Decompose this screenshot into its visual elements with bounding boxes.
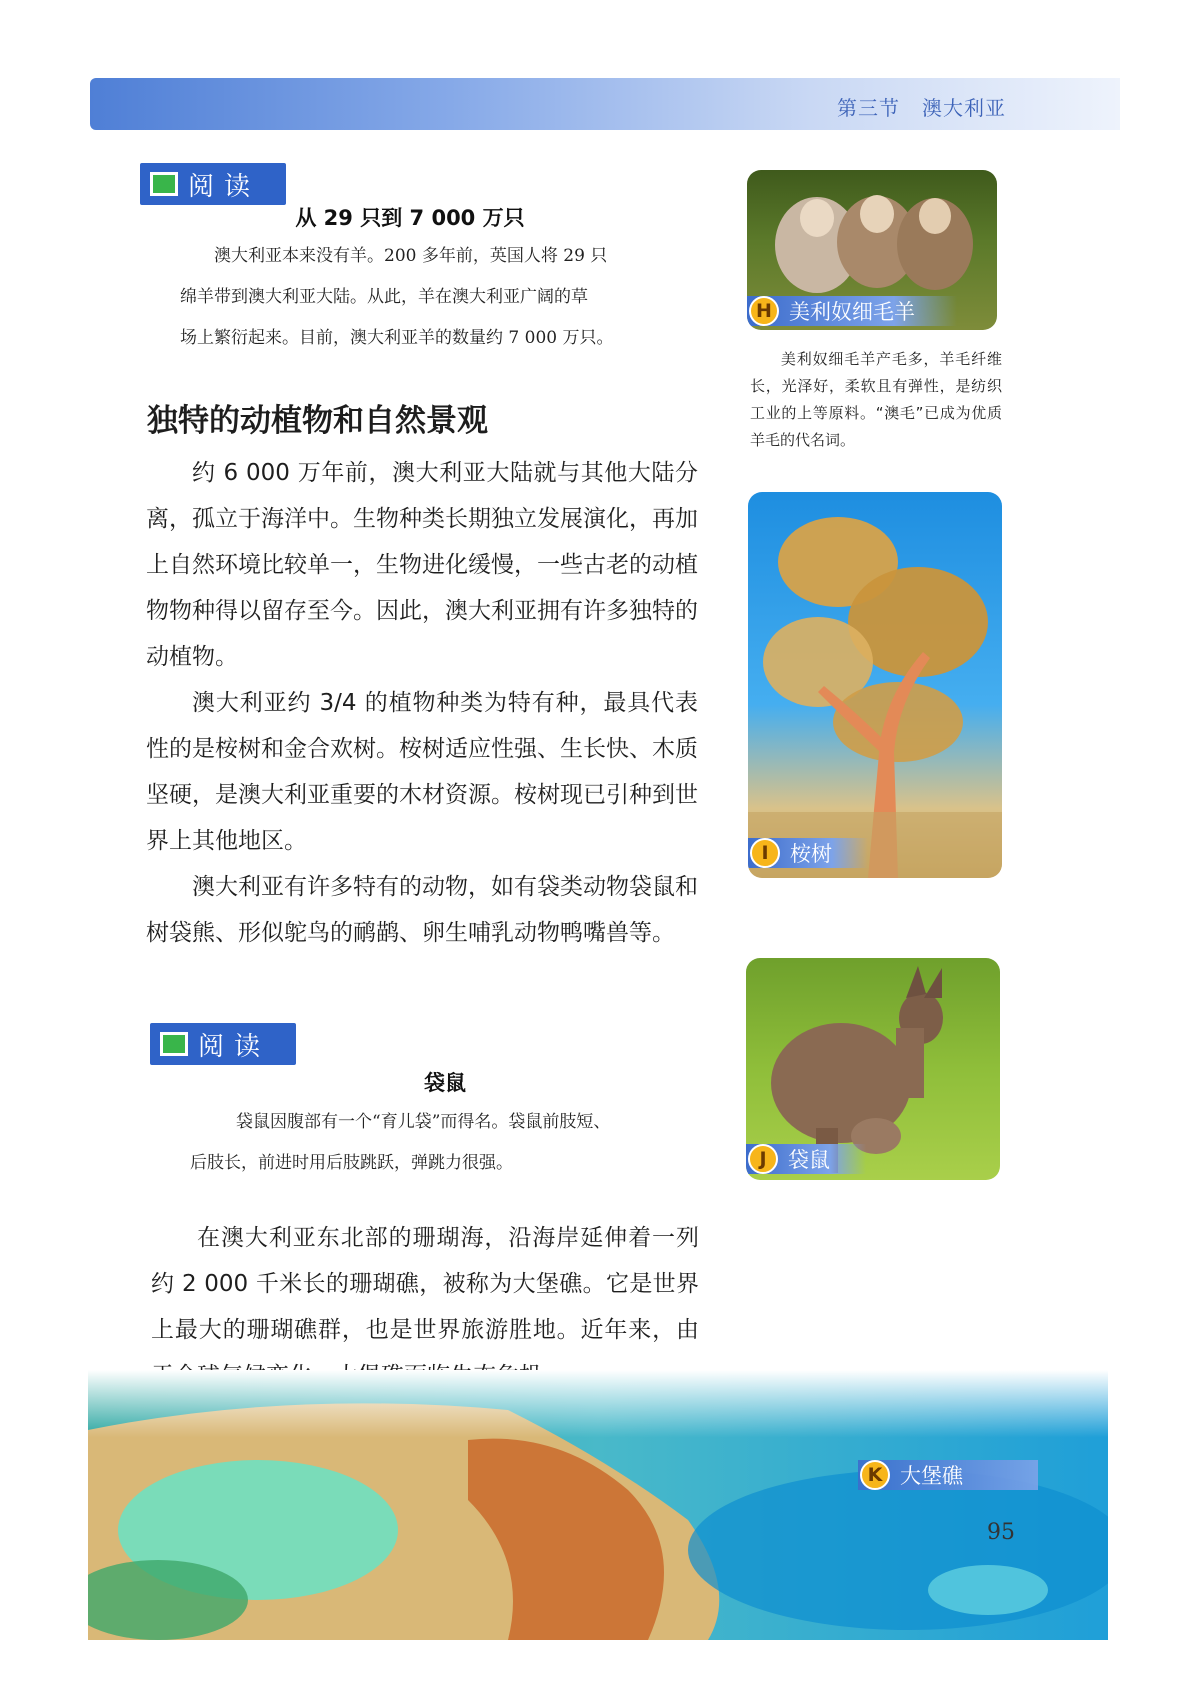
reading-title: 从 29 只到 7 000 万只 [295, 206, 525, 230]
eucalyptus-illustration [748, 492, 1002, 878]
sheep-caption [750, 346, 1002, 454]
figure-label: 大堡礁 [900, 1464, 963, 1488]
reading-body [180, 236, 680, 359]
paragraph: 在澳大利亚东北部的珊瑚海，沿海岸延伸着一列约 2 000 千米长的珊瑚礁，被称为大堡礁。它是世界上最大的珊瑚礁群，也是世界旅游胜地。近年来，由 [151, 1225, 699, 1343]
figure-letter: H [749, 296, 779, 326]
figure-label: 美利奴细毛羊 [789, 300, 915, 324]
kangaroo-photo [746, 958, 1000, 1180]
reading-body [190, 1102, 710, 1184]
reading-line: 袋鼠因腹部有一个“育儿袋”而得名。袋鼠前肢短、 [236, 1112, 611, 1132]
paragraph: 澳大利亚有许多特有的动物，如有袋类动物袋鼠和树袋熊、形似鸵鸟的鸸鹋、卵生哺乳动物鸭嘴兽等。 [146, 874, 698, 946]
header-title: 澳大利亚 [922, 96, 1006, 120]
eucalyptus-photo [748, 492, 1002, 878]
figure-letter: J [748, 1144, 778, 1174]
figure-caption-I [748, 838, 868, 868]
page-number: 95 [987, 1520, 1015, 1545]
figure-caption-K [858, 1460, 1038, 1490]
sheep-caption-text: 美利奴细毛羊产毛多，羊毛纤维长，光泽好，柔软且有弹性，是纺织工业的上等原料。“澳毛”已成为优质羊毛的代名词。 [750, 350, 1002, 449]
figure-letter: K [860, 1460, 890, 1490]
main-text [146, 450, 698, 956]
reading-badge-label: 阅读 [198, 1031, 271, 1062]
reef-illustration [88, 1370, 1108, 1640]
header-section: 第三节 [837, 96, 900, 120]
paragraph: 澳大利亚约 3/4 的植物种类为特有种，最具代表性的是桉树和金合欢树。桉树适应性强、生长快、木质坚硬，是澳大利亚重要的木材资源。桉树现已引种到世界上其他地区。 [146, 690, 698, 854]
running-header [837, 92, 1006, 121]
figure-label: 袋鼠 [788, 1148, 830, 1172]
reading-title: 袋鼠 [424, 1071, 466, 1095]
book-icon [150, 172, 178, 196]
figure-caption-J [746, 1144, 866, 1174]
paragraph: 约 6 000 万年前，澳大利亚大陆就与其他大陆分离，孤立于海洋中。生物种类长期独立发展演化，再加上自然环境比较单一，生物进化缓慢，一些古老的动植物物种得以留存至今。因此，澳大利亚拥有许多独特的动植物。 [146, 460, 698, 670]
section-heading: 独特的动植物和自然景观 [147, 403, 488, 439]
reading-badge [150, 1023, 296, 1065]
figure-letter: I [750, 838, 780, 868]
reading-line: 后肢长，前进时用后肢跳跃，弹跳力很强。 [190, 1153, 513, 1173]
reading-badge-label: 阅读 [188, 171, 261, 202]
figure-label: 桉树 [790, 842, 832, 866]
reef-photo [88, 1370, 1108, 1640]
sheep-photo [747, 170, 997, 330]
figure-caption-H [747, 296, 957, 326]
book-icon [160, 1032, 188, 1056]
reading-line: 澳大利亚本来没有羊。200 多年前，英国人将 29 只 [214, 246, 608, 266]
reading-badge [140, 163, 286, 205]
reading-line: 绵羊带到澳大利亚大陆。从此，羊在澳大利亚广阔的草 [180, 287, 588, 307]
reading-line: 场上繁衍起来。目前，澳大利亚羊的数量约 7 000 万只。 [180, 328, 614, 348]
